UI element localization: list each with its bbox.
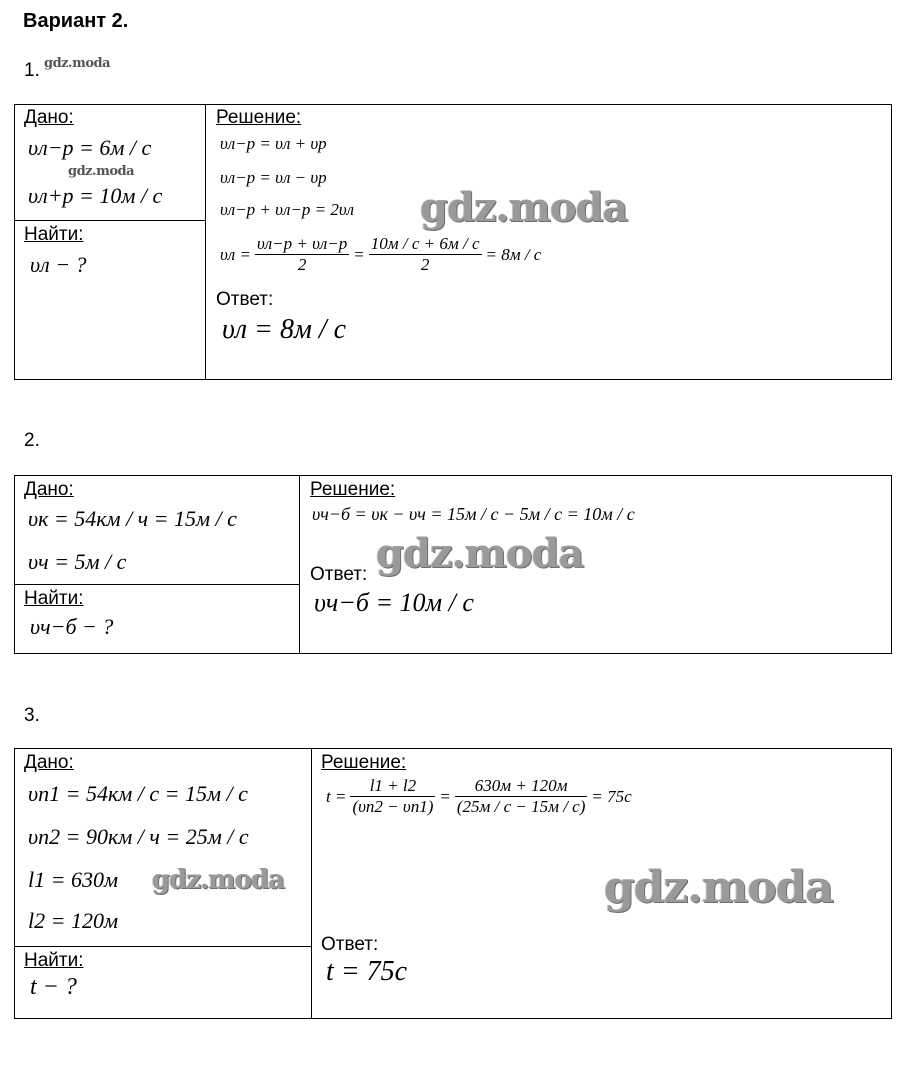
equals-sign: = [439, 786, 451, 806]
problem-3-fraction-1 [350, 776, 435, 817]
problem-3-divider [311, 748, 312, 1019]
problem-3-find-label: Найти: [24, 950, 84, 971]
problem-2-find-label: Найти: [24, 588, 84, 609]
problem-1-given-label: Дано: [24, 107, 74, 128]
fraction-denominator: 2 [297, 255, 307, 274]
problem-2-given-label: Дано: [24, 479, 74, 500]
problem-3-number: 3. [24, 705, 40, 726]
problem-2-divider [299, 475, 300, 654]
problem-1-number: 1. [24, 60, 40, 81]
fraction-numerator: 10м / с + 6м / с [370, 234, 480, 253]
problem-2-find: υч−б − ? [30, 614, 114, 639]
problem-1-final-lhs: υл = [220, 244, 251, 264]
problem-2-given-2: υч = 5м / с [28, 549, 127, 574]
problem-1-fraction-1 [255, 234, 349, 275]
problem-1-answer-label: Ответ: [216, 289, 274, 310]
problem-3-solution-rhs: = 75с [591, 786, 632, 806]
fraction-numerator: 630м + 120м [455, 776, 588, 797]
problem-3-given-divider [14, 946, 311, 947]
problem-3-fraction-2 [455, 776, 588, 817]
problem-1-divider [205, 104, 206, 380]
problem-1-find: υл − ? [30, 252, 87, 277]
problem-3-given-4: l2 = 120м [28, 908, 118, 933]
problem-2-answer: υч−б = 10м / с [314, 588, 474, 617]
problem-3-find: t − ? [30, 974, 77, 1000]
page-title: Вариант 2. [23, 10, 129, 32]
problem-3-answer: t = 75с [326, 956, 408, 987]
problem-1-fraction-2 [369, 234, 482, 275]
problem-1-find-label: Найти: [24, 224, 84, 245]
fraction-denominator: (25м / с − 15м / с) [456, 797, 586, 816]
problem-3-answer-label: Ответ: [321, 934, 379, 955]
problem-1-final-formula [220, 234, 541, 275]
equals-sign: = [353, 244, 365, 264]
problem-1-solution-label: Решение: [216, 107, 302, 128]
problem-3-given-2: υп2 = 90км / ч = 25м / с [28, 824, 249, 849]
fraction-denominator: 2 [420, 255, 430, 274]
problem-3-given-3: l1 = 630м [28, 867, 118, 892]
problem-1-final-rhs: = 8м / с [485, 244, 542, 264]
problem-3-solution-formula [326, 776, 632, 817]
problem-3-given-1: υп1 = 54км / с = 15м / с [28, 781, 248, 806]
problem-1-solution-2: υл−р = υл − υр [220, 168, 327, 187]
fraction-numerator: l1 + l2 [350, 776, 435, 797]
problem-2-solution-label: Решение: [310, 479, 396, 500]
problem-1-given-2: υл+р = 10м / с [28, 183, 163, 208]
problem-2-number: 2. [24, 430, 40, 451]
watermark-small: gdz.moda [44, 56, 111, 71]
watermark: gdz.moda [376, 530, 584, 577]
problem-3-solution-lhs: t = [326, 786, 347, 806]
fraction-denominator: (υп2 − υп1) [352, 797, 434, 816]
problem-2-given-1: υк = 54км / ч = 15м / с [28, 506, 237, 531]
watermark: gdz.moda [420, 184, 628, 231]
problem-3-solution-label: Решение: [321, 752, 407, 773]
problem-2-solution-1: υч−б = υк − υч = 15м / с − 5м / с = 10м / с [312, 504, 635, 524]
problem-1-given-divider [14, 220, 205, 221]
problem-2-answer-label: Ответ: [310, 564, 368, 585]
problem-1-answer: υл = 8м / с [222, 314, 347, 345]
problem-1-solution-1: υл−р = υл + υр [220, 134, 327, 153]
watermark: gdz.moda [152, 865, 285, 895]
problem-1-given-1: υл−р = 6м / с [28, 135, 152, 160]
problem-1-solution-3: υл−р + υл−р = 2υл [220, 200, 355, 219]
watermark-small: gdz.moda [68, 164, 135, 179]
problem-2-given-divider [14, 584, 299, 585]
fraction-numerator: υл−р + υл−р [256, 234, 348, 253]
watermark: gdz.moda [604, 862, 834, 913]
problem-3-given-label: Дано: [24, 752, 74, 773]
